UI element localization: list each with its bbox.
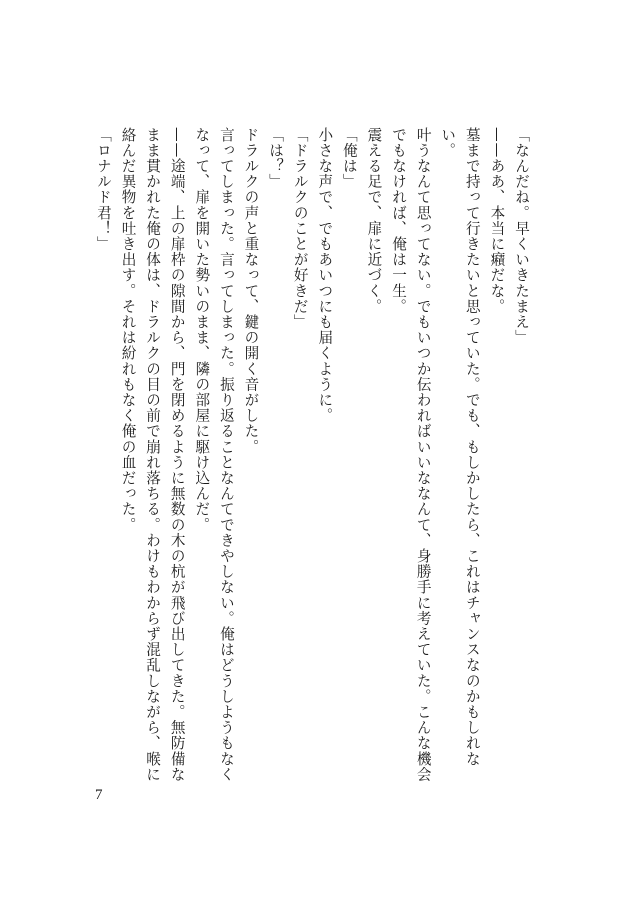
text-line: ドラルクの声と重なって、鍵の開く音がした。 bbox=[242, 127, 260, 455]
text-line: 言ってしまった。言ってしまった。振り返ることなんてできやしない。俺はどうしようもなくなって、扉を開いた勢いのまま、隣の部屋に駆け込んだ。 bbox=[193, 127, 235, 783]
text-line: 「ロナルド君！」 bbox=[94, 127, 112, 252]
text-line: 「は？」 bbox=[267, 127, 285, 190]
text-line: 小さな声で、でもあいつにも届くように。 bbox=[316, 127, 334, 424]
text-line: 震える足で、扉に近づく。 bbox=[365, 127, 383, 315]
text-line: 墓まで持って行きたいと思っていた。でも、もしかしたら、これはチャンスなのかもしれない。 bbox=[439, 127, 481, 767]
page-number: 7 bbox=[95, 787, 103, 803]
text-line: ——ああ、本当に癪だな。 bbox=[488, 127, 506, 315]
text-line: ——途端、上の扉枠の隙間から、門を閉めるように無数の木の杭が飛び出してきた。無防備なまま貫かれた俺の体は、ドラルクの目の前で崩れ落ちる。わけもわからず混乱しながら、喉に絡んだ異物を吐き出す。それは紛れもなく俺の血だった。 bbox=[119, 127, 186, 783]
text-line: 「ドラルクのことが好きだ」 bbox=[291, 127, 309, 330]
text-line: 「なんだね。早くいきたまえ」 bbox=[513, 127, 530, 346]
text-line: 叶うなんて思ってない。でもいつか伝わればいいななんて、身勝手に考えていた。こんな機会でもなければ、俺は一生。 bbox=[390, 127, 432, 783]
vertical-body-text bbox=[93, 127, 533, 797]
text-line: 「俺は」 bbox=[340, 127, 358, 190]
